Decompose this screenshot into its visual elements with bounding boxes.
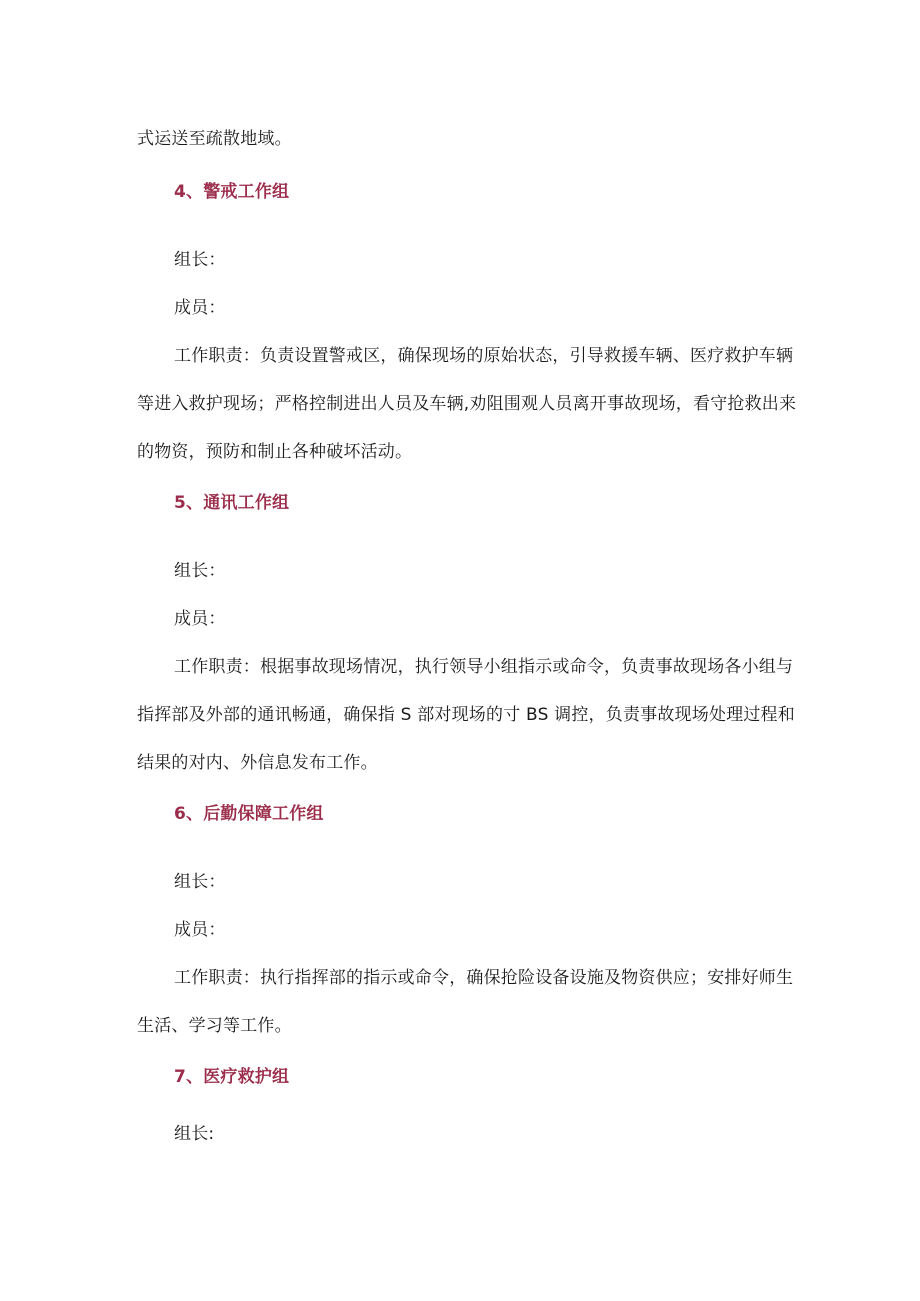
section-heading-7: 7、医疗救护组 — [174, 1067, 290, 1087]
section-4-duty-line: 等进入救护现场；严格控制进出人员及车辆,劝阻围观人员离开事故现场，看守抢救出来 — [137, 394, 797, 414]
section-heading-4: 4、警戒工作组 — [174, 182, 290, 202]
section-6-leader: 组长： — [174, 872, 226, 892]
section-4-members: 成员： — [174, 298, 226, 318]
continuation-text: 式运送至疏散地域。 — [137, 129, 292, 149]
section-5-duty-line: 指挥部及外部的通讯畅通，确保指 S 部对现场的寸 BS 调控，负责事故现场处理过程和 — [137, 705, 795, 725]
section-5-duty-line: 工作职责：根据事故现场情况，执行领导小组指示或命令，负责事故现场各小组与 — [174, 657, 794, 677]
section-heading-6: 6、后勤保障工作组 — [174, 804, 324, 824]
section-6-members: 成员： — [174, 920, 226, 940]
section-5-members: 成员： — [174, 609, 226, 629]
section-6-duty-line: 生活、学习等工作。 — [137, 1016, 292, 1036]
section-4-duty-line: 工作职责：负责设置警戒区，确保现场的原始状态，引导救援车辆、医疗救护车辆 — [174, 346, 794, 366]
section-5-duty-line: 结果的对内、外信息发布工作。 — [137, 753, 378, 773]
section-4-leader: 组长： — [174, 250, 226, 270]
section-7-leader: 组长: — [174, 1124, 215, 1144]
section-4-duty-line: 的物资，预防和制止各种破坏活动。 — [137, 442, 413, 462]
section-6-duty-line: 工作职责：执行指挥部的指示或命令，确保抢险设备设施及物资供应；安排好师生 — [174, 968, 794, 988]
section-5-leader: 组长： — [174, 561, 226, 581]
section-heading-5: 5、通讯工作组 — [174, 493, 290, 513]
